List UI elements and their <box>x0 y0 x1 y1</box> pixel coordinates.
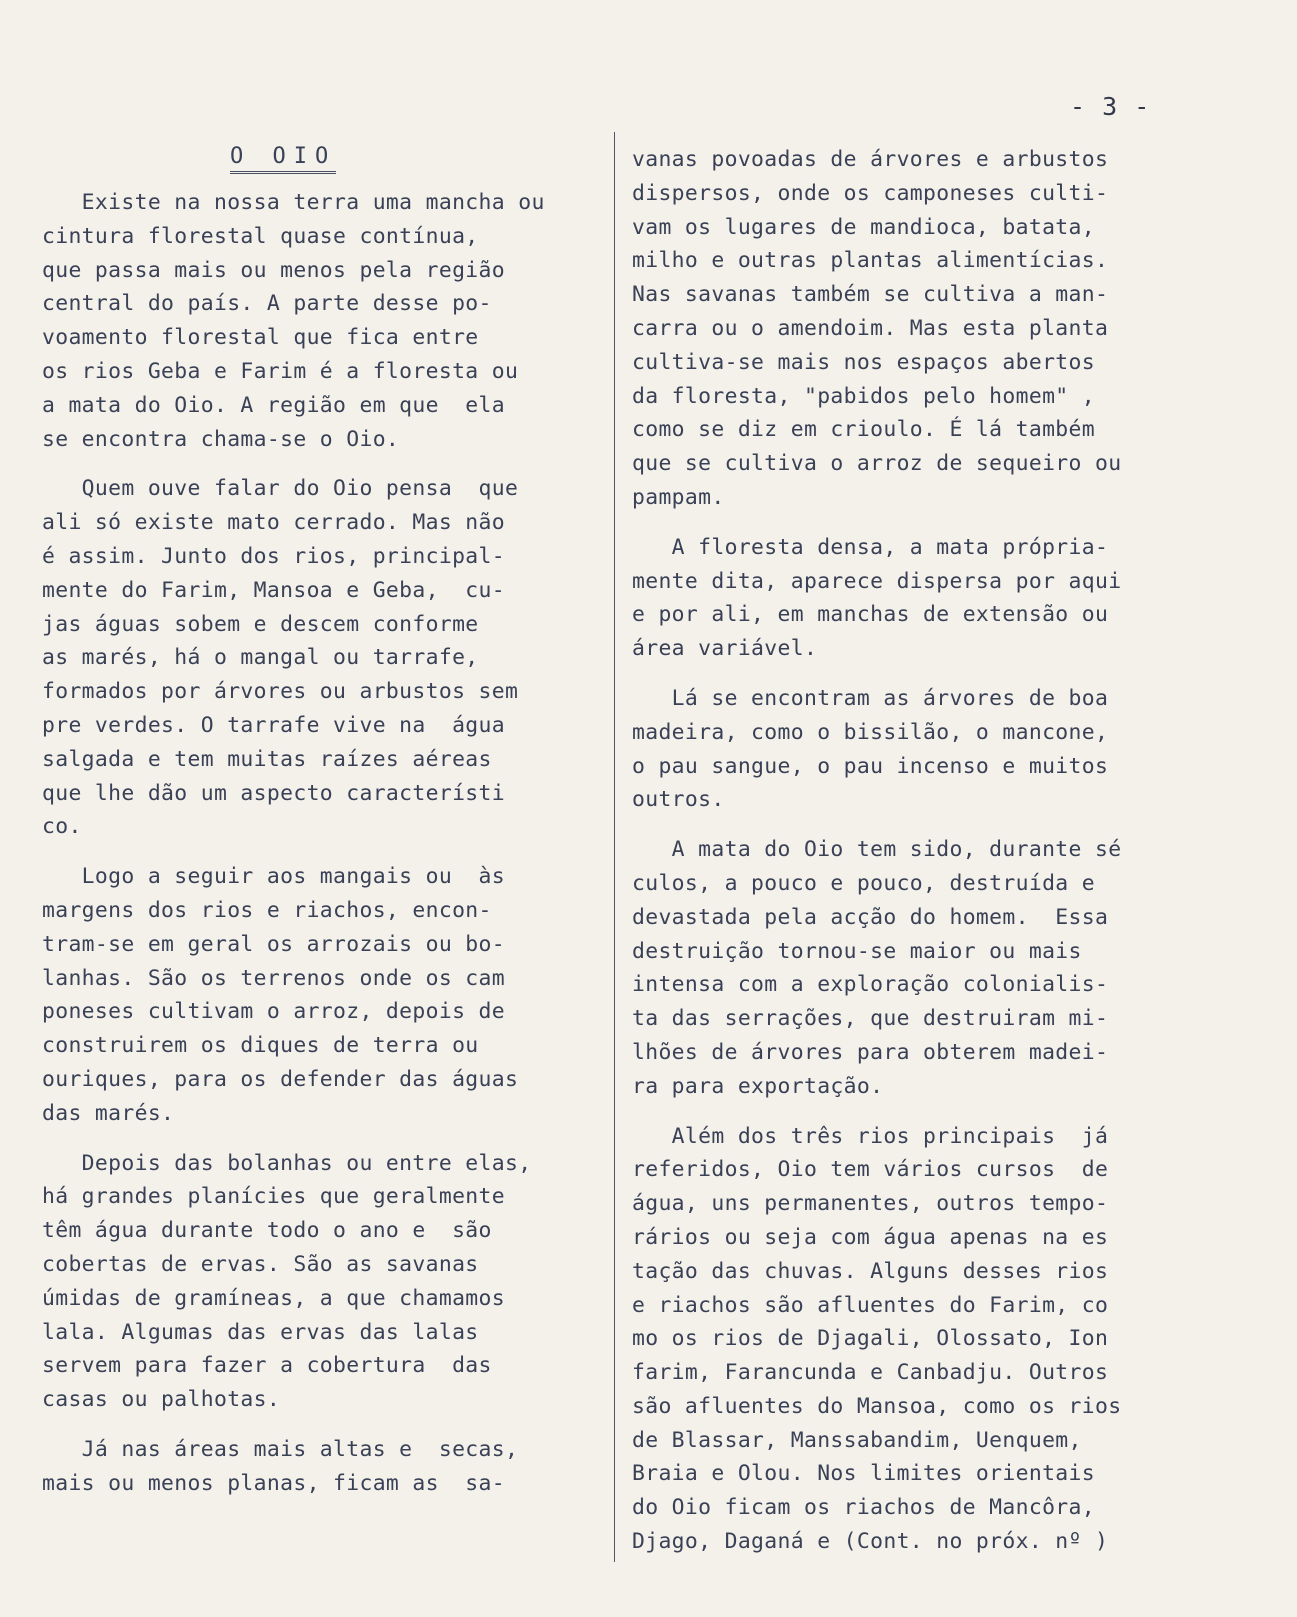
text-line: A mata do Oio tem sido, durante sé <box>632 837 1122 863</box>
right-paragraph <box>632 531 1206 666</box>
text-line: da floresta, "pabidos pelo homem" , <box>632 383 1095 409</box>
text-line: as marés, há o mangal ou tarrafe, <box>42 645 479 671</box>
text-line: vanas povoadas de árvores e arbustos <box>632 147 1109 172</box>
text-line: pampam. <box>632 484 725 510</box>
text-line: Existe na nossa terra uma mancha ou <box>42 190 545 215</box>
text-line: ouriques, para os defender das águas <box>42 1066 519 1092</box>
text-line: Já nas áreas mais altas e secas, <box>42 1436 519 1462</box>
text-line: referidos, Oio tem vários cursos de <box>632 1157 1109 1183</box>
text-line: Depois das bolanhas ou entre elas, <box>42 1150 532 1176</box>
text-line: dispersos, onde os camponeses culti- <box>632 180 1109 206</box>
text-line: farim, Farancunda e Canbadju. Outros <box>632 1360 1109 1386</box>
divider-line <box>614 132 615 1562</box>
text-line: ra para exportação. <box>632 1073 884 1099</box>
text-line: margens dos rios e riachos, encon- <box>42 897 492 923</box>
text-line: formados por árvores ou arbustos sem <box>42 679 519 705</box>
text-line: rários ou seja com água apenas na es <box>632 1224 1109 1250</box>
text-line: mente do Farim, Mansoa e Geba, cu- <box>42 577 505 603</box>
text-line: servem para fazer a cobertura das <box>42 1353 492 1379</box>
text-line: co. <box>42 814 82 840</box>
text-line: que se cultiva o arroz de sequeiro ou <box>632 451 1122 477</box>
text-line: mais ou menos planas, ficam as sa- <box>42 1470 505 1496</box>
text-line: Braia e Olou. Nos limites orientais <box>632 1461 1095 1487</box>
text-line: poneses cultivam o arroz, depois de <box>42 999 505 1025</box>
page-number: - 3 - <box>1070 92 1151 121</box>
text-line: se encontra chama-se o Oio. <box>42 426 400 452</box>
text-line: madeira, como o bissilão, o mancone, <box>632 719 1109 745</box>
text-line: jas águas sobem e descem conforme <box>42 611 479 637</box>
text-line: tação das chuvas. Alguns desses rios <box>632 1258 1109 1284</box>
text-line: área variável. <box>632 636 818 662</box>
text-line: mente dita, aparece dispersa por aqui <box>632 568 1122 594</box>
left-paragraph <box>42 860 594 1130</box>
text-line: lanhas. São os terrenos onde os cam <box>42 965 505 991</box>
text-line: Nas savanas também se cultiva a man- <box>632 282 1109 308</box>
text-line: e riachos são afluentes do Farim, co <box>632 1292 1109 1318</box>
text-line: casas ou palhotas. <box>42 1387 281 1413</box>
text-line: e por ali, em manchas de extensão ou <box>632 602 1109 628</box>
text-line: lala. Algumas das ervas das lalas <box>42 1319 479 1345</box>
right-column <box>632 143 1206 1575</box>
left-column <box>42 140 594 1516</box>
text-line: que passa mais ou menos pela região <box>42 257 505 283</box>
text-line: úmidas de gramíneas, a que chamamos <box>42 1285 505 1311</box>
text-line: que lhe dão um aspecto característi <box>42 780 505 806</box>
text-line: têm água durante todo o ano e são <box>42 1218 492 1244</box>
left-paragraph <box>42 472 594 844</box>
text-line: milho e outras plantas alimentícias. <box>632 248 1109 274</box>
text-line: são afluentes do Mansoa, como os rios <box>632 1393 1122 1419</box>
text-line: o pau sangue, o pau incenso e muitos <box>632 753 1109 779</box>
text-line: pre verdes. O tarrafe vive na água <box>42 712 505 738</box>
text-line: de Blassar, Manssabandim, Uenquem, <box>632 1427 1082 1453</box>
text-line: como se diz em crioulo. É lá também <box>632 417 1095 443</box>
text-line: vam os lugares de mandioca, batata, <box>632 214 1095 240</box>
text-line: carra ou o amendoim. Mas esta planta <box>632 315 1109 341</box>
text-line: os rios Geba e Farim é a floresta ou <box>42 358 519 384</box>
text-line: A floresta densa, a mata própria- <box>632 534 1109 560</box>
right-paragraph <box>632 1120 1206 1559</box>
text-line: devastada pela acção do homem. Essa <box>632 904 1109 930</box>
right-paragraph <box>632 143 1206 515</box>
left-paragraph <box>42 186 594 456</box>
left-paragraph <box>42 1147 594 1417</box>
text-line: Djago, Daganá e (Cont. no próx. nº ) <box>632 1529 1109 1555</box>
text-line: Logo a seguir aos mangais ou às <box>42 864 505 890</box>
left-paragraph <box>42 1433 594 1501</box>
text-line: construirem os diques de terra ou <box>42 1033 479 1059</box>
text-line: Lá se encontram as árvores de boa <box>632 685 1109 711</box>
text-line: tram-se em geral os arrozais ou bo- <box>42 931 505 957</box>
text-line: do Oio ficam os riachos de Mancôra, <box>632 1495 1095 1521</box>
text-line: ali só existe mato cerrado. Mas não <box>42 510 505 536</box>
text-line: Quem ouve falar do Oio pensa que <box>42 476 519 502</box>
text-line: culos, a pouco e pouco, destruída e <box>632 870 1095 896</box>
article-title: O OIO <box>230 143 336 174</box>
text-line: há grandes planícies que geralmente <box>42 1184 505 1210</box>
text-line: salgada e tem muitas raízes aéreas <box>42 746 492 772</box>
text-line: mo os rios de Djagali, Olossato, Ion <box>632 1326 1109 1352</box>
left-paragraphs <box>42 186 594 1500</box>
text-line: ta das serrações, que destruiram mi- <box>632 1006 1109 1032</box>
right-paragraphs <box>632 143 1206 1559</box>
text-line: é assim. Junto dos rios, principal- <box>42 543 505 569</box>
text-line: das marés. <box>42 1100 175 1126</box>
text-line: outros. <box>632 787 725 813</box>
text-line: cintura florestal quase contínua, <box>42 223 479 249</box>
text-line: lhões de árvores para obterem madei- <box>632 1039 1109 1065</box>
text-line: cultiva-se mais nos espaços abertos <box>632 349 1095 375</box>
text-line: Além dos três rios principais já <box>632 1123 1109 1149</box>
right-paragraph <box>632 682 1206 817</box>
text-line: a mata do Oio. A região em que ela <box>42 392 505 418</box>
text-line: voamento florestal que fica entre <box>42 325 479 351</box>
text-line: destruição tornou-se maior ou mais <box>632 938 1082 964</box>
text-line: cobertas de ervas. São as savanas <box>42 1251 479 1277</box>
text-line: intensa com a exploração colonialis- <box>632 972 1109 998</box>
right-paragraph <box>632 833 1206 1103</box>
text-line: água, uns permanentes, outros tempo- <box>632 1191 1109 1217</box>
text-line: central do país. A parte desse po- <box>42 291 492 317</box>
